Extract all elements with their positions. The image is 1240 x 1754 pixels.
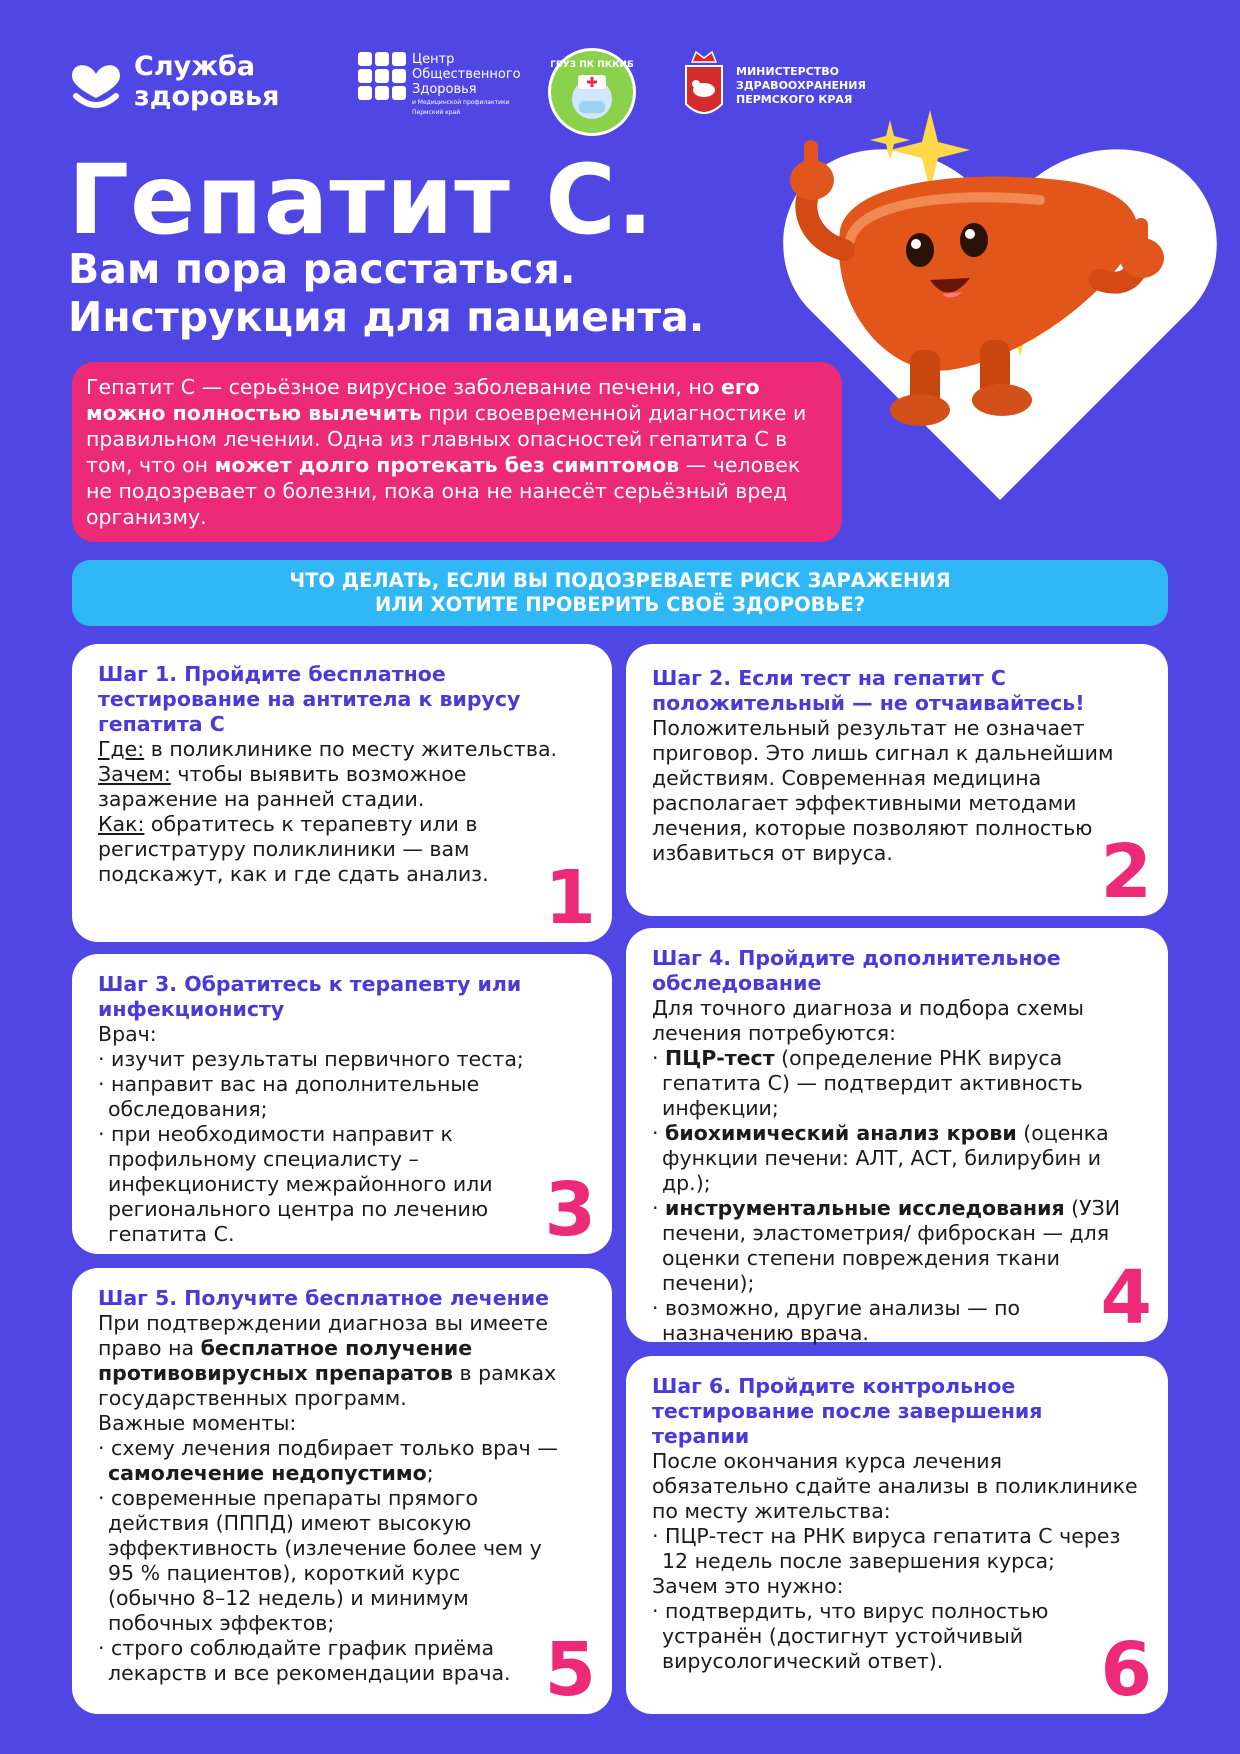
step-6-list-2 — [652, 1599, 1144, 1674]
logo1-line2: здоровья — [134, 81, 280, 112]
subtitle-line1: Вам пора расстаться. — [68, 245, 576, 293]
step-5-title: Шаг 5. Получите бесплатное лечение — [98, 1286, 550, 1310]
step-1-number: 1 — [544, 855, 596, 941]
step-6-card — [626, 1356, 1168, 1714]
step-3-number: 3 — [544, 1167, 596, 1253]
list-item: · ПЦР-тест (определение РНК вируса гепатита С) — подтвердит активность инфекции; — [652, 1046, 1144, 1121]
step-6-list-1 — [652, 1524, 1144, 1574]
step-3-list — [98, 1047, 588, 1247]
step-3-card — [72, 954, 612, 1254]
grid-icon — [358, 52, 406, 100]
step-3-title: Шаг 3. Обратитесь к терапевту или инфекционисту — [98, 972, 522, 1021]
step-2-card — [626, 644, 1168, 916]
logo2-line5: Пермский край — [412, 109, 461, 116]
step-2-number: 2 — [1100, 829, 1152, 915]
step-4-card — [626, 928, 1168, 1345]
list-item: · возможно, другие анализы — по назначению врача. — [652, 1296, 1144, 1346]
page-subtitle — [68, 245, 704, 341]
list-item: · современные препараты прямого действия (ПППД) имеют высокую эффективность (излечение более чем у 95 % пациентов), короткий курс (обычно 8–12 недель) и минимум побочных эффектов; — [98, 1486, 588, 1636]
step-1-how: Как: обратитесь к терапевту или в регистратуру поликлиники — вам подскажут, как и где сдать анализ. — [98, 812, 489, 886]
intro-text-3: — человек не подозревает о болезни, пока она не нанесёт серьёзный вред организму. — [86, 453, 801, 529]
logo4-line3: ПЕРМСКОГО КРАЯ — [736, 93, 853, 106]
svg-text:ГБУЗ ПК ПККИБ: ГБУЗ ПК ПККИБ — [551, 60, 633, 70]
step-4-list — [652, 1046, 1144, 1346]
step-4-title: Шаг 4. Пройдите дополнительное обследование — [652, 946, 1061, 995]
list-item: · строго соблюдайте график приёма лекарств и все рекомендации врача. — [98, 1636, 588, 1686]
logo2-line4: и Медицинской профилактики — [412, 99, 510, 106]
page-title: Гепатит С. — [68, 144, 655, 256]
list-item: · направит вас на дополнительные обследования; — [98, 1072, 532, 1122]
step-6-text: После окончания курса лечения обязательно сдайте анализы в поликлинике по месту жительства: — [652, 1449, 1138, 1523]
list-item: · ПЦР-тест на РНК вируса гепатита С через 12 недель после завершения курса; — [652, 1524, 1144, 1574]
list-item: · изучит результаты первичного теста; — [98, 1047, 532, 1072]
logo4-line1: МИНИСТЕРСТВО — [736, 65, 840, 78]
step-5-card — [72, 1268, 612, 1714]
step-6-number: 6 — [1100, 1627, 1152, 1713]
step-1-title: Шаг 1. Пройдите бесплатное тестирование на антитела к вирусу гепатита С — [98, 662, 521, 736]
intro-text-1: Гепатит С — серьёзное вирусное заболевание печени, но — [86, 375, 721, 399]
logo2-line2: Общественного — [412, 67, 521, 82]
hospital-logo — [548, 48, 636, 136]
list-item: · при необходимости направит к профильному специалисту – инфекционисту межрайонного или регионального центра по лечению гепатита С. — [98, 1122, 532, 1247]
coat-of-arms-icon — [682, 48, 726, 124]
intro-box — [72, 362, 842, 542]
step-5-text: При подтверждении диагноза вы имеете право на бесплатное получение противовирусных препаратов в рамках государственных программ. — [98, 1311, 557, 1410]
subtitle-line2: Инструкция для пациента. — [68, 293, 705, 341]
step-3-intro: Врач: — [98, 1022, 157, 1046]
list-item: · инструментальные исследования (УЗИ печени, эластометрия/ фиброскан — для оценки степени повреждения ткани печени); — [652, 1196, 1144, 1296]
banner-line2: ИЛИ ХОТИТЕ ПРОВЕРИТЬ СВОЁ ЗДОРОВЬЕ? — [374, 593, 866, 616]
logo2-line3: Здоровья — [412, 82, 477, 97]
public-health-center-logo — [358, 52, 521, 117]
step-2-text: Положительный результат не означает приговор. Это лишь сигнал к дальнейшим действиям. Современная медицина располагает эффективными методами лечения, которые позволяют полностью избавиться от вируса. — [652, 716, 1114, 865]
question-banner — [72, 560, 1168, 626]
step-6-title: Шаг 6. Пройдите контрольное тестирование после завершения терапии — [652, 1374, 1043, 1448]
sluzhba-zdorovya-logo — [68, 52, 279, 112]
banner-line1: ЧТО ДЕЛАТЬ, ЕСЛИ ВЫ ПОДОЗРЕВАЕТЕ РИСК ЗАРАЖЕНИЯ — [289, 569, 951, 592]
step-1-why: Зачем: чтобы выявить возможное заражение на ранней стадии. — [98, 762, 467, 811]
intro-bold-2: может долго протекать без симптомов — [214, 453, 680, 477]
step-6-why: Зачем это нужно: — [652, 1574, 844, 1598]
step-1-where: Где: в поликлинике по месту жительства. — [98, 737, 558, 761]
list-item: · подтвердить, что вирус полностью устранён (достигнут устойчивый вирусологический ответ). — [652, 1599, 1084, 1674]
logo2-line1: Центр — [412, 52, 455, 67]
step-1-card — [72, 644, 612, 942]
step-4-intro: Для точного диагноза и подбора схемы лечения потребуются: — [652, 996, 1084, 1045]
intro-text-2: при своевременной диагностике и правильном лечении. Одна из главных опасностей гепатита С в том, что он — [86, 401, 807, 477]
logo4-line2: ЗДРАВООХРАНЕНИЯ — [736, 79, 866, 92]
nurse-icon — [551, 51, 633, 133]
logo1-line1: Служба — [134, 51, 256, 82]
list-item: · биохимический анализ крови (оценка функции печени: АЛТ, АСТ, билирубин и др.); — [652, 1121, 1144, 1196]
step-5-important: Важные моменты: — [98, 1411, 297, 1435]
heart-smile-icon — [68, 52, 124, 112]
list-item: · схему лечения подбирает только врач — самолечение недопустимо; — [98, 1436, 588, 1486]
step-2-title: Шаг 2. Если тест на гепатит С положительный — не отчаивайтесь! — [652, 666, 1085, 715]
step-4-number: 4 — [1100, 1255, 1152, 1341]
step-5-list — [98, 1436, 588, 1686]
step-5-number: 5 — [544, 1627, 596, 1713]
intro-bold-1: его можно полностью вылечить — [86, 375, 760, 425]
